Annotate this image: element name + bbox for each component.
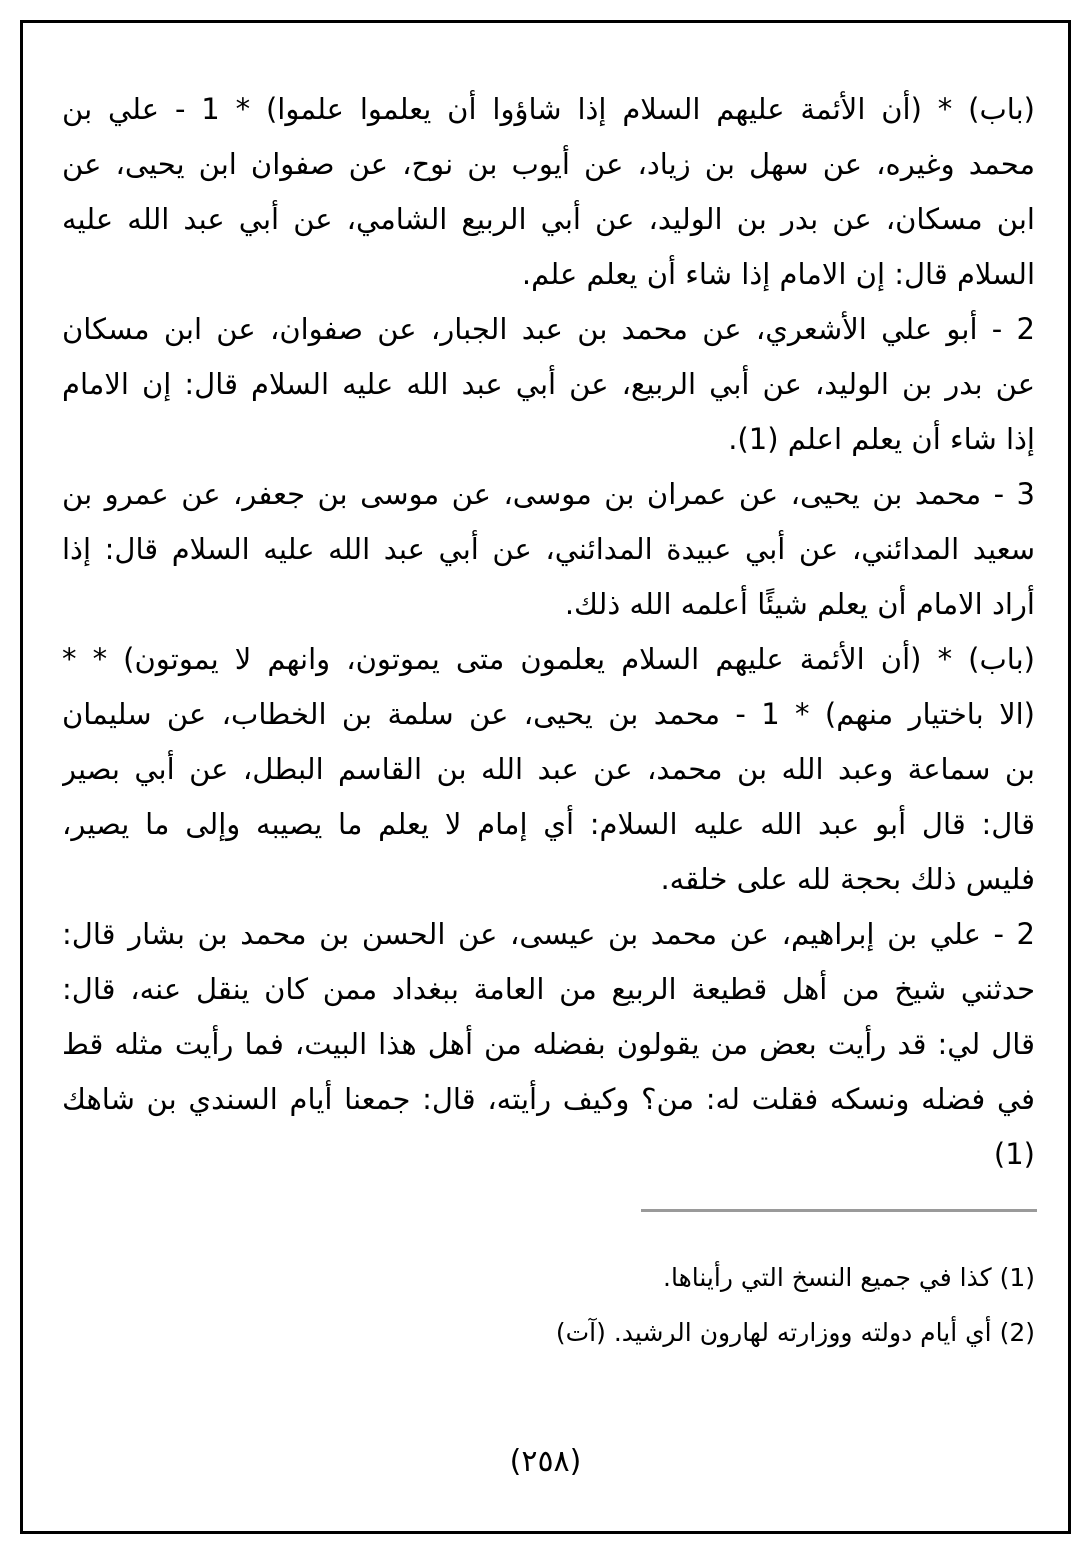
text-line: السلام قال: إن الامام إذا شاء أن يعلم علم. <box>521 257 1035 291</box>
text-line: قال لي: قد رأيت بعض من يقولون بفضله من أهل هذا البيت، فما رأيت مثله قط <box>62 1027 1035 1061</box>
text-line: في فضله ونسكه فقلت له: من؟ وكيف رأيته، قال: جمعنا أيام السندي بن شاهك <box>62 1082 1035 1116</box>
text-line: إذا شاء أن يعلم اعلم (1). <box>728 422 1035 456</box>
text-line: سعيد المدائني، عن أبي عبيدة المدائني، عن أبي عبد الله عليه السلام قال: إذا <box>62 532 1035 566</box>
text-line: 3 - محمد بن يحيى، عن عمران بن موسى، عن موسى بن جعفر، عن عمرو بن <box>62 477 1035 511</box>
page-number: (٢٥٨) <box>509 1444 582 1479</box>
text-line: عن بدر بن الوليد، عن أبي الربيع، عن أبي عبد الله عليه السلام قال: إن الامام <box>62 367 1035 401</box>
text-line: قال: قال أبو عبد الله عليه السلام: أي إمام لا يعلم ما يصيبه وإلى ما يصير، <box>62 807 1035 841</box>
footnote-line: (2) أي أيام دولته ووزارته لهارون الرشيد. (آت) <box>555 1318 1035 1347</box>
text-line: بن سماعة وعبد الله بن محمد، عن عبد الله بن القاسم البطل، عن أبي بصير <box>62 752 1035 786</box>
text-line: حدثني شيخ من أهل قطيعة الربيع من العامة ببغداد ممن كان ينقل عنه، قال: <box>62 972 1035 1006</box>
text-body <box>62 82 1035 1182</box>
text-line: 2 - علي بن إبراهيم، عن محمد بن عيسى، عن الحسن بن محمد بن بشار قال: <box>62 917 1035 951</box>
text-line: (باب) * (أن الأئمة عليهم السلام يعلمون متى يموتون، وانهم لا يموتون) * * <box>62 642 1035 676</box>
footnotes-block <box>62 1250 1035 1360</box>
text-line: ابن مسكان، عن بدر بن الوليد، عن أبي الربيع الشامي، عن أبي عبد الله عليه <box>62 202 1035 236</box>
text-line: (الا باختيار منهم) * 1 - محمد بن يحيى، عن سلمة بن الخطاب، عن سليمان <box>62 697 1035 731</box>
footnote-marker-line: (1) <box>993 1137 1035 1171</box>
text-line: (باب) * (أن الأئمة عليهم السلام إذا شاؤوا أن يعلموا علموا) * 1 - علي بن <box>62 92 1035 126</box>
text-line: 2 - أبو علي الأشعري، عن محمد بن عبد الجبار، عن صفوان، عن ابن مسكان <box>62 312 1035 346</box>
text-line: أراد الامام أن يعلم شيئًا أعلمه الله ذلك. <box>564 587 1035 621</box>
footnote-line: (1) كذا في جميع النسخ التي رأيناها. <box>663 1263 1035 1292</box>
text-line: محمد وغيره، عن سهل بن زياد، عن أيوب بن نوح، عن صفوان ابن يحيى، عن <box>62 147 1035 181</box>
footnote-separator <box>641 1209 1037 1212</box>
text-line: فليس ذلك بحجة لله على خلقه. <box>660 862 1035 896</box>
